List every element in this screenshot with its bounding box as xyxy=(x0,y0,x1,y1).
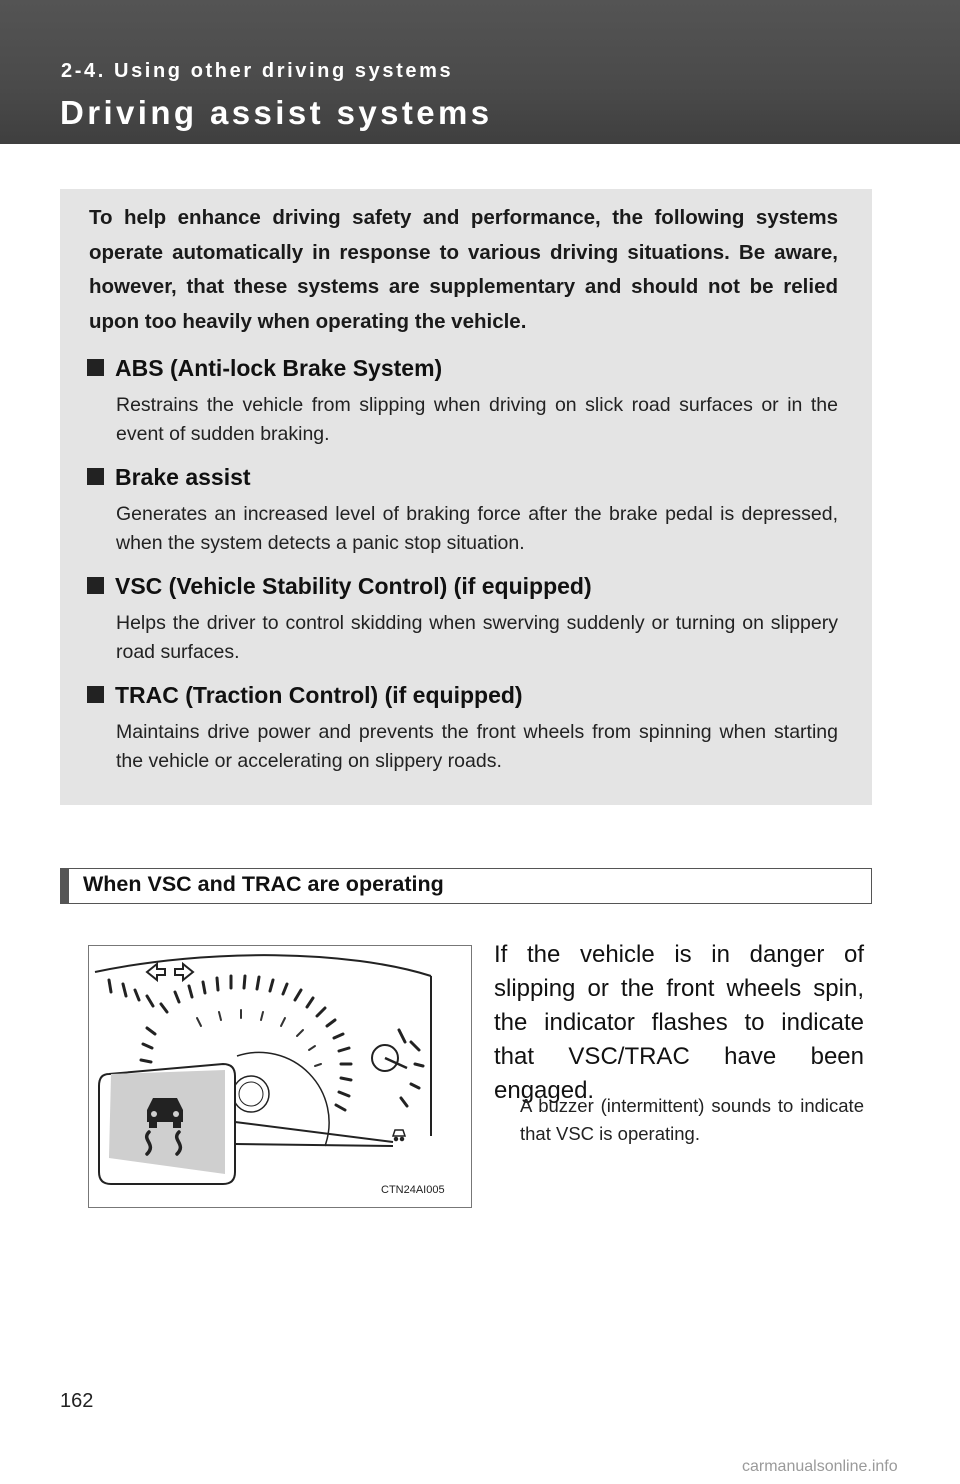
operating-heading: When VSC and TRAC are operating xyxy=(83,872,444,896)
page-number: 162 xyxy=(60,1390,94,1412)
intro-text: To help enhance driving safety and performance, the following systems operate automatically in response to various driving situations. Be aware, however, that these systems are supplementary and should not be relied upon too heavily when operating the vehicle. xyxy=(89,206,838,333)
watermark: carmanualsonline.info xyxy=(742,1458,898,1475)
system-description-vsc: Helps the driver to control skidding when swerving suddenly or turning on slippery road surfaces. xyxy=(116,612,838,663)
instrument-cluster-illustration xyxy=(89,946,471,1207)
operating-heading-bar xyxy=(60,868,872,904)
instrument-cluster-figure xyxy=(88,945,472,1208)
system-description-abs: Restrains the vehicle from slipping when driving on slick road surfaces or in the event of sudden braking. xyxy=(116,394,838,445)
operating-description: If the vehicle is in danger of slipping or the front wheels spin, the indicator flashes to indicate that VSC/TRAC have been engaged. xyxy=(494,941,864,1104)
system-heading-abs xyxy=(87,355,442,382)
square-bullet-icon xyxy=(87,577,104,594)
square-bullet-icon xyxy=(87,468,104,485)
page-header xyxy=(0,0,960,144)
system-heading-label: TRAC (Traction Control) (if equipped) xyxy=(115,682,523,708)
square-bullet-icon xyxy=(87,686,104,703)
system-heading-vsc xyxy=(87,573,592,600)
system-description-trac: Maintains drive power and prevents the front wheels from spinning when starting the vehicle or accelerating on slippery roads. xyxy=(116,721,838,772)
figure-code: CTN24AI005 xyxy=(381,1184,445,1196)
system-heading-label: VSC (Vehicle Stability Control) (if equipped) xyxy=(115,573,592,599)
system-heading-trac xyxy=(87,682,523,709)
heading-accent xyxy=(61,869,69,903)
system-heading-brake-assist xyxy=(87,464,251,491)
square-bullet-icon xyxy=(87,359,104,376)
intro-box xyxy=(60,189,872,805)
page-title: Driving assist systems xyxy=(60,94,493,131)
system-heading-label: Brake assist xyxy=(115,464,251,490)
section-label: 2-4. Using other driving systems xyxy=(61,60,454,82)
operating-note: A buzzer (intermittent) sounds to indicate that VSC is operating. xyxy=(520,1095,864,1144)
system-description-brake-assist: Generates an increased level of braking force after the brake pedal is depressed, when the system detects a panic stop situation. xyxy=(116,503,838,554)
system-heading-label: ABS (Anti-lock Brake System) xyxy=(115,355,443,381)
